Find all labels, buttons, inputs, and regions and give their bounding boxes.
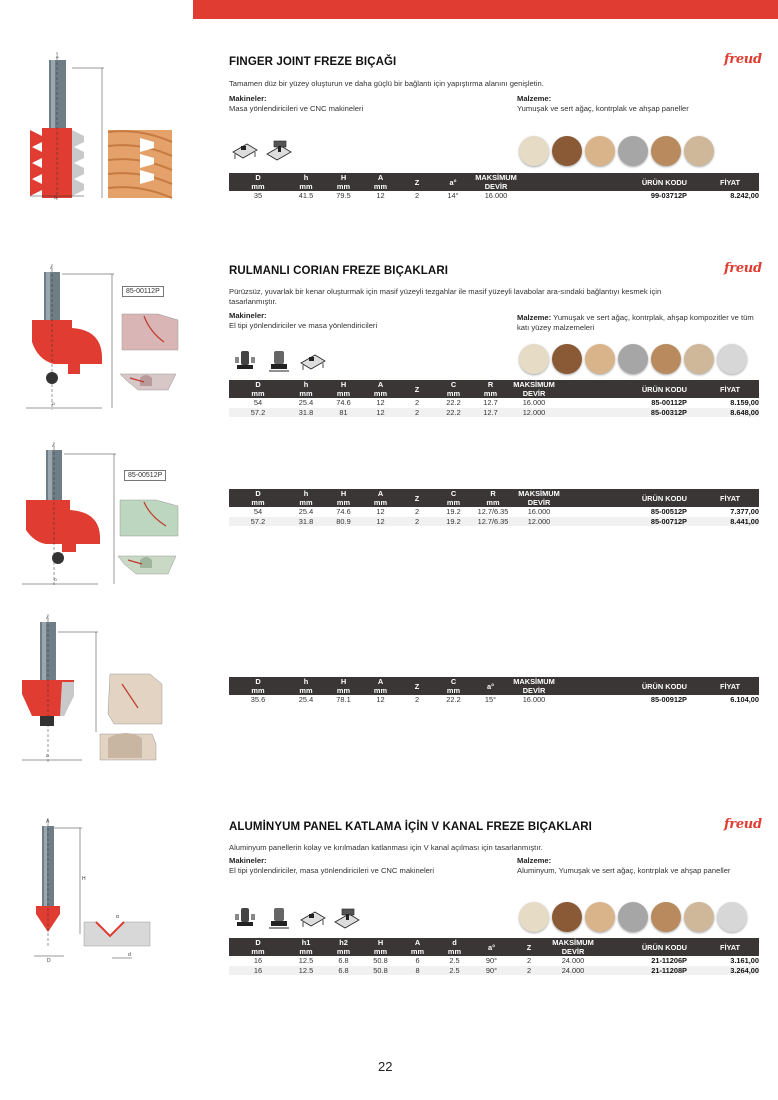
section-title: FINGER JOINT FREZE BIÇAĞI [229,56,397,68]
product-code: 85-00312P [559,408,701,418]
svg-text:A: A [50,265,53,270]
table-router-icon [299,906,327,932]
material-swatches [519,902,747,932]
svg-text:D: D [46,753,49,758]
header-accent-bar [193,0,778,19]
material-swatch-particle [684,136,714,166]
col-header: ÜRÜN KODU [521,173,701,191]
material-swatch-dark-wood [552,902,582,932]
machine-icons [231,349,327,375]
finger-joint-bit-drawing [22,50,180,200]
product-tag: 85-00112P [122,286,164,297]
freud-logo: freud [724,261,762,276]
material-block [517,856,757,875]
material-swatch-mdf [618,344,648,374]
hand-router-icon [231,349,259,375]
material-swatch-hardwood [651,344,681,374]
table-router-icon [231,138,259,164]
svg-text:D: D [54,577,57,582]
product-code: 85-00112P [651,398,687,407]
svg-text:D: D [52,401,55,406]
product-code: 21-11208P [598,966,701,976]
machine-icons [231,906,361,932]
corian-profile-illustration-3 [96,664,166,764]
material-swatch-light-wood [519,136,549,166]
hand-router-icon [265,349,293,375]
price: 3.161,00 [730,956,759,965]
material-swatch-plywood [585,902,615,932]
v-groove-bit-drawing [20,816,160,964]
table-row: 35.6 25.4 78.1 12 2 22.2 15° 16.000 85-00912P 6.104,00 [250,695,759,704]
material-block [517,94,757,113]
machines-block [229,311,499,330]
spec-table: D mm h mm H mm A mm Z C mm R mm MAKSİMUM DEVİR ÜRÜN KODU FİYAT 54 25.4 74.6 12 2 22.2 12.7 16.000 85-00112P 8.159,00 57.2 31.8 81 12 2 22.2 12.7 12.000 85-00312P 8.648,00 [229,380,759,417]
material-swatch-hardwood [651,902,681,932]
material-swatch-mdf [618,136,648,166]
material-swatch-plywood [585,344,615,374]
cnc-machine-icon [265,138,293,164]
material-label: Malzeme: [517,94,552,103]
corian-profile-illustration-2 [114,486,184,592]
material-swatch-particle [684,902,714,932]
col-header: h mm [287,173,325,191]
product-tag: 85-00512P [124,470,166,481]
product-code: 85-00712P [564,517,701,527]
product-code: 85-00512P [650,507,687,516]
price: 8.242,00 [730,191,759,200]
cnc-machine-icon [333,906,361,932]
table-row: 35 41.5 79.5 12 2 14° 16.000 99-03712P 8.242,00 [253,191,759,200]
product-code: 21-11206P [651,956,687,965]
machines-label: Makineler: [229,94,267,103]
freud-logo: freud [724,817,762,832]
spec-table: D mm h mm H mm A mm Z C mm R mm MAKSİMUM DEVİR ÜRÜN KODU FİYAT 54 25.4 74.6 12 2 19.2 12.7/6.35 16.000 85-00512P 7.377,00 57.2 31.8 80.9 12 2 19.2 12.7/6.35 12.000 85-00712P 8.441,00 [229,489,759,526]
machines-block [229,94,499,113]
machines-block [229,856,469,875]
spec-table [229,173,759,201]
table-row: 16 12.5 6.8 50.8 8 2.5 90° 2 24.000 21-11208P 3.264,00 [229,966,759,976]
price: 7.377,00 [730,507,759,516]
spec-table: D mm h mm H mm A mm Z C mm a° MAKSİMUM DEVİR ÜRÜN KODU FİYAT 35.6 25.4 78.1 12 2 22.2 15° 16.000 85-00912P 6.104,00 [229,677,759,705]
section-description: Pürüzsüz, yuvarlak bir kenar oluşturmak için masif yüzeyli tezgahlar ile masif yüzeyli lavabolar ara-sındaki bağlantıyı kesmek için tasarlanmıştır. [229,287,662,306]
svg-text:A: A [52,443,55,448]
table-row: 54 25.4 74.6 12 2 22.2 12.7 16.000 85-00112P 8.159,00 [253,398,759,407]
hand-router-icon [265,906,293,932]
hand-router-icon [231,906,259,932]
material-swatch-plywood [585,136,615,166]
price: 6.104,00 [730,695,759,704]
svg-text:H: H [82,876,86,882]
price: 8.441,00 [701,517,759,527]
price: 8.159,00 [730,398,759,407]
table-row: 57.2 31.8 81 12 2 22.2 12.7 12.000 85-00312P 8.648,00 [229,408,759,418]
col-header: a° [435,173,471,191]
svg-text:A: A [46,615,49,620]
col-header: MAKSİMUM DEVİR [471,173,521,191]
col-header: FİYAT [701,173,759,191]
col-header: Z [399,173,435,191]
machines-label: Makineler: [229,311,267,320]
corian-bit-drawing [22,262,122,412]
material-swatch-mdf [618,902,648,932]
material-text: Aluminyum, Yumuşak ve sert ağaç, kontrplak ve ahşap paneller [517,865,731,875]
spec-table: D mm h1 mm h2 mm H mm A mm d mm a° Z MAKSİMUM DEVİR ÜRÜN KODU FİYAT 16 12.5 6.8 50.8 6 2.5 90° 2 24.000 21-11206P 3.161,00 16 12.5 6.8 50.8 8 2.5 90° 2 24.000 21-11208P 3.264,00 [229,938,759,975]
price: 3.264,00 [701,966,759,976]
col-header: H mm [325,173,362,191]
section-title: ALUMİNYUM PANEL KATLAMA İÇİN V KANAL FREZE BIÇAKLARI [229,821,592,833]
svg-text:A: A [56,54,59,59]
svg-text:α: α [116,914,119,920]
table-router-icon [299,349,327,375]
material-block [517,313,757,332]
freud-logo: freud [724,52,762,67]
material-label: Malzeme: [517,856,552,865]
material-text: Yumuşak ve sert ağaç, kontrplak ve ahşap paneller [517,103,689,113]
product-code: 85-00912P [650,695,687,704]
machines-text: Masa yönlendiricileri ve CNC makineleri [229,103,364,113]
col-header: D mm [229,173,287,191]
material-swatch-hardwood [651,136,681,166]
material-swatch-particle [684,344,714,374]
table-row: 16 12.5 6.8 50.8 6 2.5 90° 2 24.000 21-11206P 3.161,00 [253,956,759,965]
table-row: 57.2 31.8 80.9 12 2 19.2 12.7/6.35 12.000 85-00712P 8.441,00 [229,517,759,527]
machines-text: El tipi yönlendiriciler, masa yönlendiricileri ve CNC makineleri [229,865,435,875]
machines-text: El tipi yönlendiriciler ve masa yönlendiricileri [229,320,378,330]
material-swatch-dark-wood [552,136,582,166]
machine-icons [231,138,293,164]
material-label: Malzeme: [517,313,552,322]
corian-bit-drawing-2 [18,440,122,588]
machines-label: Makineler: [229,856,267,865]
svg-text:d: d [128,952,131,958]
price: 8.648,00 [701,408,759,418]
material-text: Yumuşak ve sert ağaç, kontrplak, ahşap kompozitler ve tüm katı yüzey malzemeleri [517,313,754,332]
section-description: Tamamen düz bir yüzey oluşturun ve daha güçlü bir bağlantı için yapıştırma alanını genişletin. [229,79,544,88]
material-swatch-aluminium [717,902,747,932]
col-header: A mm [362,173,399,191]
svg-text:D: D [54,195,57,200]
page-number: 22 [378,1059,393,1074]
material-swatch-light-wood [519,902,549,932]
corian-profile-illustration [116,302,182,410]
section-description: Aluminyum panellerin kolay ve kırılmadan katlanması için V kanal açılması için tasarlanmıştır. [229,843,543,852]
svg-text:A: A [46,819,50,825]
material-swatch-dark-wood [552,344,582,374]
section-title: RULMANLI CORIAN FREZE BIÇAKLARI [229,265,449,277]
svg-text:D: D [47,958,51,964]
material-swatches [519,136,714,166]
material-swatch-solid-surface [717,344,747,374]
table-row: 54 25.4 74.6 12 2 19.2 12.7/6.35 16.000 85-00512P 7.377,00 [253,507,759,516]
product-code: 99-03712P [650,191,687,200]
material-swatches [519,344,747,374]
material-swatch-light-wood [519,344,549,374]
